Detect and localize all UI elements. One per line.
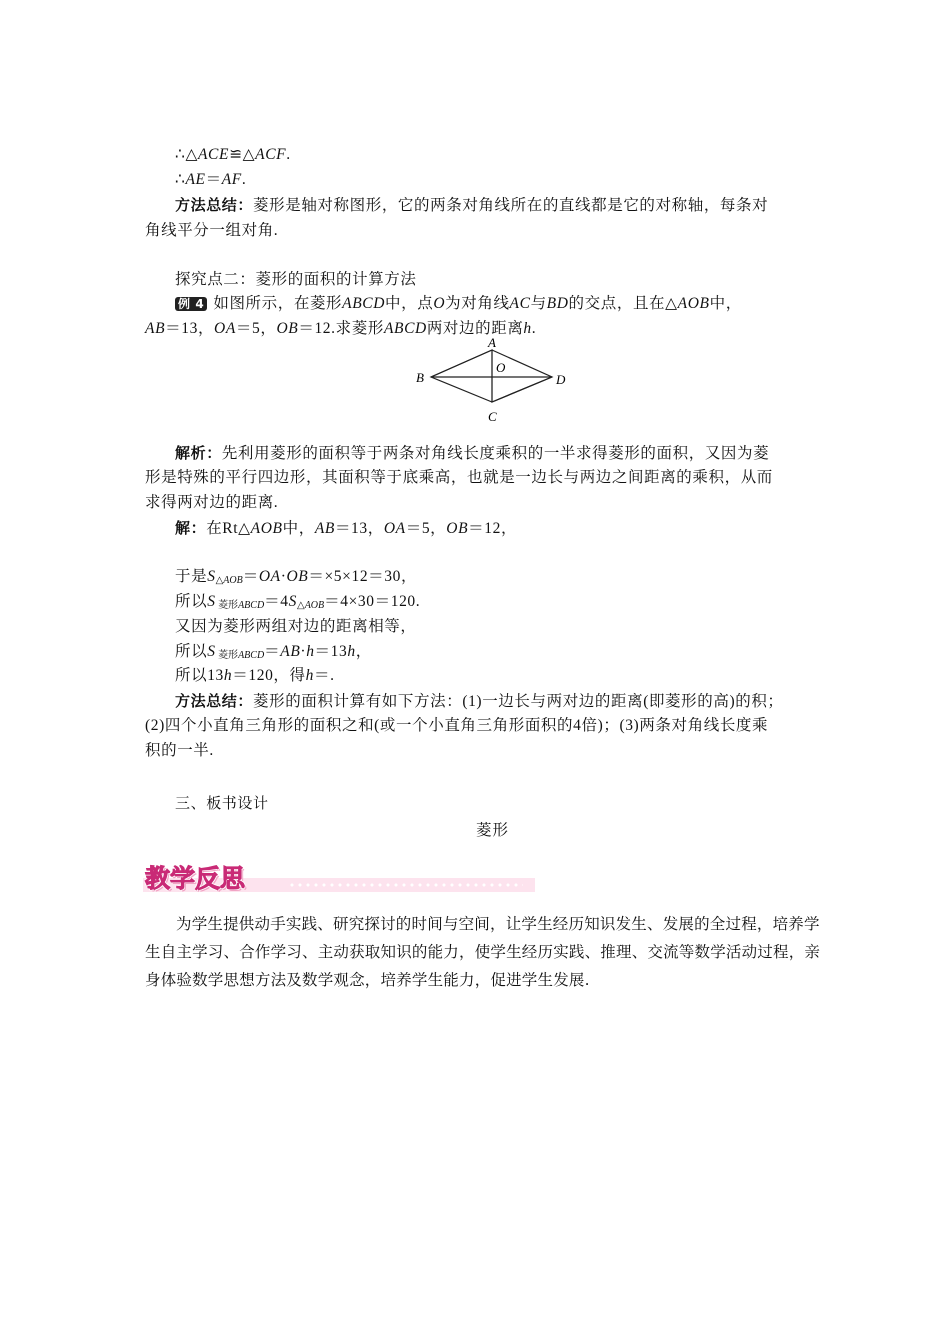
solution-step3: 又因为菱形两组对边的距离相等， — [175, 618, 417, 635]
board-design-title: 菱形 — [476, 822, 510, 839]
method-summary-2-line3: 积的一半. — [145, 742, 214, 759]
board-design-heading: 三、板书设计 — [175, 794, 269, 812]
method-summary-2-label: 方法总结： — [175, 692, 254, 710]
method-summary-label: 方法总结： — [175, 196, 254, 214]
example-4-line1: 例 4 如图所示，在菱形ABCD中，点O为对角线AC与BD的交点，且在△AOB中， — [175, 294, 845, 314]
solution-label: 解： — [175, 519, 207, 537]
example-4-line2: AB＝13，OA＝5，OB＝12.求菱形ABCD两对边的距离h. — [145, 320, 537, 337]
banner-title: 教学反思 — [145, 864, 246, 893]
solution-line1: 解：在Rt△AOB中，AB＝13，OA＝5，OB＝12， — [175, 519, 518, 537]
solution-step1: 于是$S_{\triangle AOB}=OA\cdot OB=\times 5\times 12=30$， — [175, 568, 418, 586]
teaching-reflection-banner — [143, 859, 535, 895]
banner-dots — [288, 883, 523, 887]
proof-line-congruence: ∴△ACE≌△ACF. — [175, 146, 291, 163]
solution-step2: 所以S $_{菱形ABCD}=4S_{\triangle AOB}=4\times 30=120$. — [175, 593, 421, 611]
analysis-line2: 形是特殊的平行四边形，其面积等于底乘高，也就是一边长与两边之间距离的乘积，从而 — [145, 469, 773, 486]
method-summary-1 — [175, 195, 845, 216]
method-summary-2-line2: (2)四个小直角三角形的面积之和(或一个小直角三角形面积的4倍)；(3)两条对角线长度乘 — [145, 717, 769, 734]
solution-step5: 所以13h＝120，得h＝. — [175, 667, 335, 684]
reflection-paragraph: 为学生提供动手实践、研究探讨的时间与空间，让学生经历知识发生、发展的全过程，培养学生自主学习、合作学习、主动获取知识的能力，使学生经历实践、推理、交流等数学活动过程，亲身体验数学思想方法及数学观念，培养学生能力，促进学生发展. — [145, 915, 821, 989]
rhombus-diagram — [410, 335, 580, 427]
label-o: O — [496, 360, 506, 375]
label-b: B — [416, 370, 424, 385]
label-d: D — [556, 372, 566, 387]
method-summary-1-cont: 角线平分一组对角. — [145, 222, 279, 239]
method-summary-text: 菱形是轴对称图形，它的两条对角线所在的直线都是它的对称轴，每条对 — [253, 197, 769, 214]
analysis-label: 解析： — [175, 444, 222, 462]
section-heading-area-method: 探究点二：菱形的面积的计算方法 — [175, 271, 417, 288]
analysis-line3: 求得两对边的距离. — [145, 494, 279, 511]
label-c: C — [488, 409, 497, 424]
label-a: A — [488, 335, 496, 350]
proof-line-equal: ∴AE＝AF. — [175, 171, 247, 188]
example-badge: 例 4 — [175, 297, 207, 311]
method-summary-2-line1: 方法总结：菱形的面积计算有如下方法：(1)一边长与两对边的距离(即菱形的高)的积； — [175, 692, 784, 710]
solution-step4: 所以S $_{菱形ABCD}$＝AB·h＝13h， — [175, 643, 372, 661]
rhombus-figure — [410, 335, 580, 427]
analysis-line1: 解析：先利用菱形的面积等于两条对角线长度乘积的一半求得菱形的面积，又因为菱 — [175, 444, 770, 462]
